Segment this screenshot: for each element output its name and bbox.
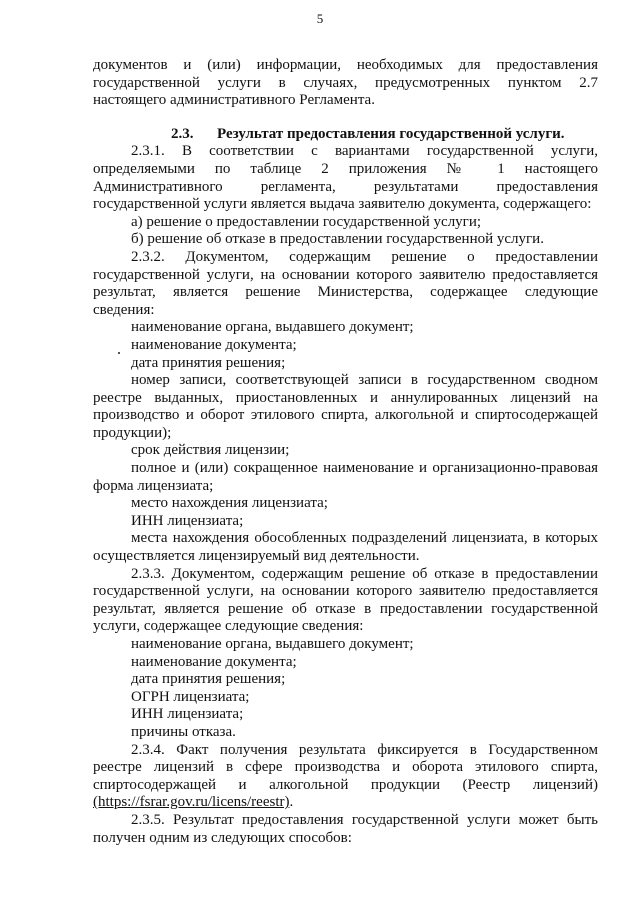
p232-name-line-1: полное и (или) сокращенное наименование и организационно-правовая xyxy=(131,460,598,477)
p232-line-3: результат, является решение Министерства, содержащее следующие xyxy=(93,284,598,301)
list-item: наименование органа, выдавшего документ; xyxy=(131,636,414,652)
list-item: наименование документа; xyxy=(131,653,297,670)
p232-branches-line-2: осуществляется лицензируемый вид деятельности. xyxy=(93,548,420,565)
p232-name-line-2: форма лицензиата; xyxy=(93,477,214,494)
page-number: 5 xyxy=(316,11,324,26)
list-item: дата принятия решения; xyxy=(131,671,286,688)
section-number: 2.3. xyxy=(171,125,194,142)
intro-line-3: настоящего административного Регламента. xyxy=(93,92,375,109)
list-item: наименование документа; xyxy=(131,336,297,353)
section-title: Результат предоставления государственной услуги. xyxy=(217,125,565,142)
p233-line-1: 2.3.3. Документом, содержащим решение об отказе в предоставлении xyxy=(131,565,598,582)
list-item: причины отказа. xyxy=(131,723,236,740)
p233-line-4: услуги, содержащее следующие сведения: xyxy=(93,618,364,635)
p232-line-1: 2.3.2. Документом, содержащим решение о предоставлении xyxy=(131,248,598,265)
p232-branches-line-1: места нахождения обособленных подразделений лицензиата, в которых xyxy=(131,530,598,547)
p234-line-2: реестре лицензий в сфере производства и оборота этилового спирта, xyxy=(93,759,598,776)
p233-line-3: результат, является решение об отказе в предоставлении государственной xyxy=(93,600,598,617)
list-item: ОГРН лицензиата; xyxy=(131,688,250,705)
p232-register-line-3: производство и оборот этилового спирта, алкогольной и спиртосодержащей xyxy=(93,407,598,424)
p231-item-a: а) решение о предоставлении государственной услуги; xyxy=(131,213,482,230)
p232-location: место нахождения лицензиата; xyxy=(131,495,328,512)
intro-line-1: документов и (или) информации, необходимых для предоставления xyxy=(93,57,598,73)
list-item: ИНН лицензиата; xyxy=(131,706,244,723)
p232-term: срок действия лицензии; xyxy=(131,442,290,459)
list-item: наименование органа, выдавшего документ; xyxy=(131,319,414,336)
p232-inn: ИНН лицензиата; xyxy=(131,512,244,529)
p234-tail: . xyxy=(289,794,294,811)
p235-line-2: получен одним из следующих способов: xyxy=(93,829,352,846)
p232-register-line-1: номер записи, соответствующей записи в государственном сводном xyxy=(131,372,598,389)
document-body xyxy=(93,57,598,847)
p234-line-4 xyxy=(93,794,598,812)
p231-line-3: Административного регламента, результатами предоставления xyxy=(93,178,598,195)
p235-line-1: 2.3.5. Результат предоставления государственной услуги может быть xyxy=(131,811,598,828)
p231-line-4: государственной услуги является выдача заявителю документа, содержащего: xyxy=(93,196,592,213)
p231-item-b: б) решение об отказе в предоставлении государственной услуги. xyxy=(131,231,544,248)
p232-register-line-4: продукции); xyxy=(93,424,172,441)
list-item: дата принятия решения; xyxy=(131,354,286,371)
p232-line-2: государственной услуги, на основании которого заявителю предоставляется xyxy=(93,266,598,283)
p232-register-line-2: реестре выданных, приостановленных и аннулированных лицензий на xyxy=(93,389,598,406)
registry-link[interactable]: (https://fsrar.gov.ru/licens/reestr) xyxy=(93,794,290,811)
intro-line-2: государственной услуги в случаях, предусмотренных пунктом 2.7 xyxy=(93,74,598,91)
p232-line-4: сведения: xyxy=(93,301,155,318)
p231-line-1: 2.3.1. В соответствии с вариантами государственной услуги, xyxy=(131,143,598,160)
p234-line-3: спиртосодержащей и алкогольной продукции (Реестр лицензий) xyxy=(93,776,598,793)
p234-line-1: 2.3.4. Факт получения результата фиксируется в Государственном xyxy=(131,741,598,758)
p233-line-2: государственной услуги, на основании которого заявителю предоставляется xyxy=(93,583,598,600)
section-heading xyxy=(93,126,598,144)
p231-line-2: определяемыми по таблице 2 приложения № 1 настоящего xyxy=(93,160,598,177)
